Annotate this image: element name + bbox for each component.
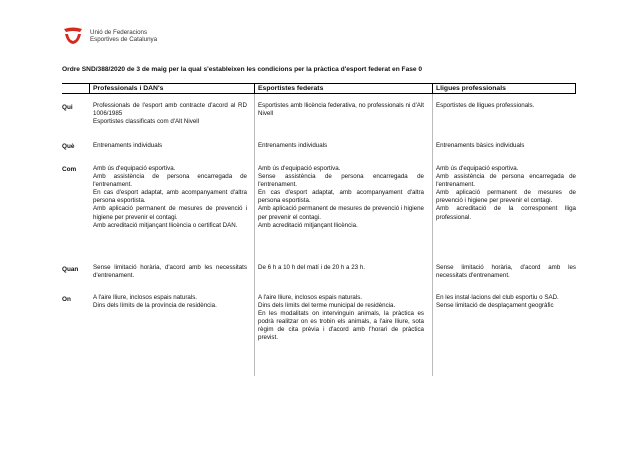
cell-line: Amb aplicació permanent de mesures de prevenció i higiene per prevenir el contagi. (436, 189, 576, 205)
cell-line: Dins dels límits de la província de residència. (93, 302, 217, 310)
cell-que-federated (258, 142, 424, 150)
document-title: Ordre SND/388/2020 de 3 de maig per la qual s'estableixen les condicions per la pràctica d'esport federat en Fase 0 (62, 66, 423, 73)
column-divider (432, 94, 433, 376)
cell-line: Esportistes classificats com d'Alt Nivell (93, 118, 200, 126)
cell-line: Amb aplicació permanent de mesures de prevenció i higiene per prevenir el contagi. (258, 205, 424, 221)
cell-line: Amb assistència de persona encarregada de l'entrenament. (436, 173, 576, 189)
cell-line: En cas d'esport adaptat, amb acompanyament d'altra persona esportista. (93, 189, 247, 205)
cell-com-federated (258, 165, 424, 230)
logo (62, 26, 157, 46)
cell-line: En les instal·lacions del club esportiu o SAD. (436, 294, 559, 301)
cell-qui-leagues (436, 102, 576, 110)
logo-text (90, 29, 157, 44)
cell-line: Esportistes de lligues professionals. (436, 102, 535, 109)
cell-line: Sense limitació horària, d'acord amb les necessitats d'entrenament. (93, 264, 247, 280)
cell-line: Sense assistència de persona encarregada de l'entrenament. (258, 173, 424, 189)
table-header-rule (62, 93, 576, 94)
cell-line: Amb acreditació de la corresponent lliga professional. (436, 205, 576, 221)
header-professional-leagues: Lligues professionals (436, 84, 506, 92)
cell-on-professionals (93, 294, 247, 310)
cell-com-leagues (436, 165, 576, 222)
header-divider (254, 83, 255, 93)
cell-line: Amb ús d'equipació esportiva. (258, 165, 341, 172)
cell-com-professionals (93, 165, 247, 230)
cell-line: Amb ús d'equipació esportiva. (436, 165, 519, 172)
header-divider (575, 83, 576, 93)
cell-on-federated (258, 294, 424, 343)
cell-line: Amb aplicació permanent de mesures de prevenció i higiene per prevenir el contagi. (93, 205, 247, 221)
header-divider (432, 83, 433, 93)
cell-que-professionals (93, 142, 247, 150)
cell-line: En les modalitats on intervinguin animals, la pràctica es podrà realitzar on es trobin els animals, a l'aire lliure, sota règim de cita prèvia i d'acord amb l'horari de pràctica previst. (258, 310, 424, 342)
cell-quan-federated (258, 264, 424, 272)
cell-quan-leagues (436, 264, 576, 280)
cell-qui-professionals (93, 102, 247, 126)
row-label-qui: Qui (62, 104, 73, 111)
cell-quan-professionals (93, 264, 247, 280)
cell-qui-federated (258, 102, 424, 118)
cell-line: En cas d'esport adaptat, amb acompanyament d'altra persona esportista. (258, 189, 424, 205)
cell-line: Professionals de l'esport amb contracte d'acord al RD 1006/1985 (93, 102, 247, 118)
column-divider (254, 94, 255, 376)
header-federated-athletes: Esportistes federats (258, 84, 324, 92)
cell-line: Sense limitació horària, d'acord amb les necessitats d'entrenament. (436, 264, 576, 280)
cell-line: Entrenaments individuals (258, 142, 328, 149)
cell-line: Amb assistència de persona encarregada de l'entrenament. (93, 173, 247, 189)
cell-line: A l'aire lliure, inclosos espais naturals. (258, 294, 363, 301)
cell-line: Entrenaments individuals (93, 142, 163, 149)
row-label-on: On (62, 296, 71, 303)
cell-line: A l'aire lliure, inclosos espais naturals. (93, 294, 198, 301)
cell-line: Amb acreditació mitjançant llicència o certificat DAN. (93, 221, 238, 229)
row-label-quan: Quan (62, 266, 79, 273)
cell-line: Esportistes amb llicència federativa, no professionals ni d'Alt Nivell (258, 102, 424, 118)
row-label-com: Com (62, 166, 77, 173)
cell-line: Dins dels límits del terme municipal de residència. (258, 302, 396, 310)
row-label-que: Què (62, 143, 75, 150)
ufec-logo-icon (62, 26, 84, 46)
cell-line: Sense limitació de desplaçament geogràfic (436, 302, 554, 310)
cell-que-leagues (436, 142, 576, 150)
cell-on-leagues (436, 294, 576, 310)
cell-line: Entrenaments bàsics individuals (436, 142, 525, 149)
logo-line-1: Unió de Federacions (90, 28, 148, 36)
cell-line: Amb ús d'equipació esportiva. (93, 165, 176, 172)
header-divider (89, 83, 90, 93)
cell-line: De 6 h a 10 h del matí i de 20 h a 23 h. (258, 264, 365, 271)
header-professionals: Professionals i DAN's (93, 84, 164, 92)
logo-line-2: Esportives de Catalunya (90, 36, 158, 43)
cell-line: Amb acreditació mitjançant llicència. (258, 221, 358, 229)
